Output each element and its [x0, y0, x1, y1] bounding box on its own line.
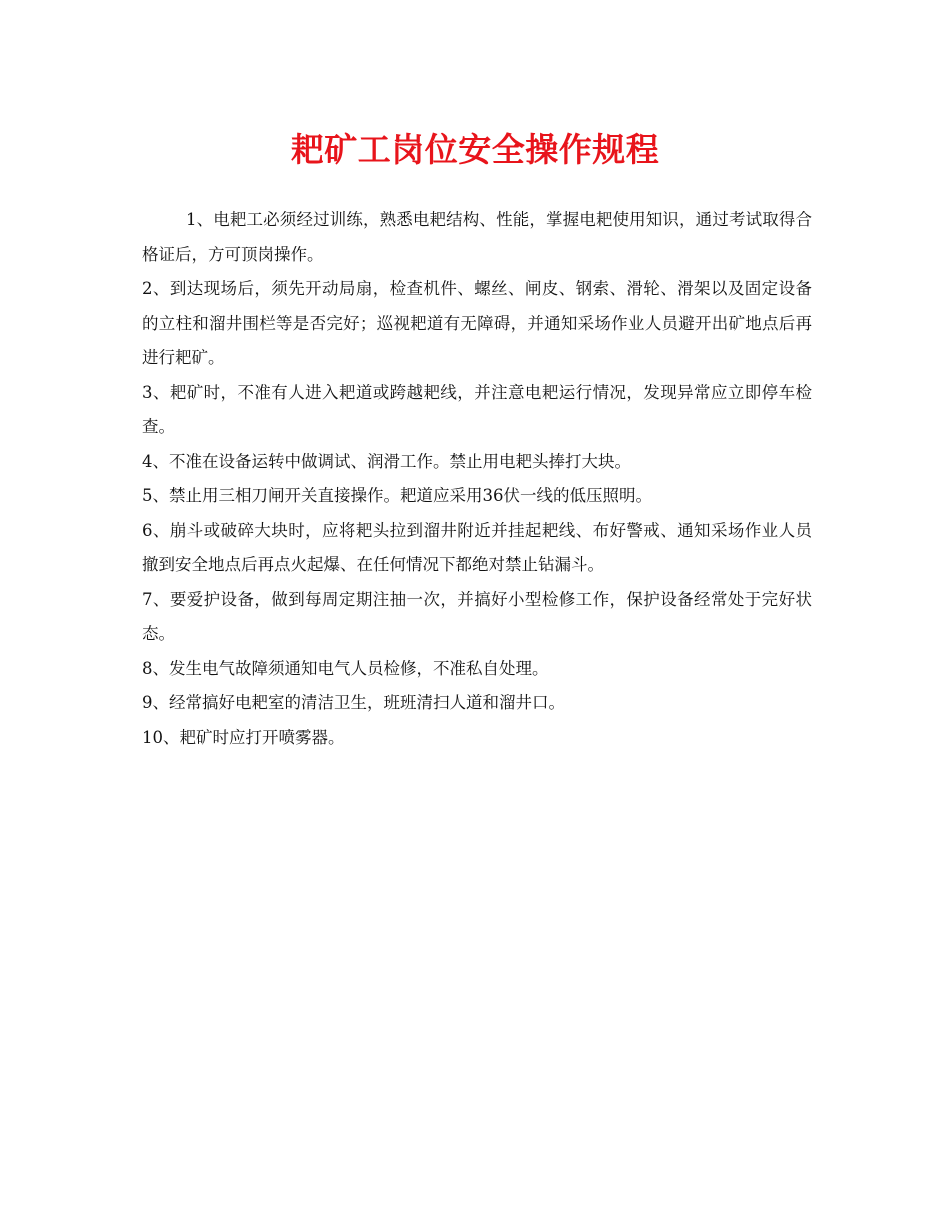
rule-paragraph-4: 4、不准在设备运转中做调试、润滑工作。禁止用电耙头捧打大块。 — [142, 451, 631, 471]
rule-paragraph-3: 3、耙矿时，不准有人进入耙道或跨越耙线，并注意电耙运行情况，发现异常应立即停车检查。 — [142, 382, 812, 436]
rule-paragraph-8: 8、发生电气故障须通知电气人员检修，不准私自处理。 — [142, 658, 549, 678]
rule-paragraph-6: 6、崩斗或破碎大块时，应将耙头拉到溜井附近并挂起耙线、布好警戒、通知采场作业人员撤到安全地点后再点火起爆、在任何情况下都绝对禁止钻漏斗。 — [142, 520, 812, 574]
document-body — [142, 203, 812, 755]
rule-paragraph-1: 1、电耙工必须经过训练，熟悉电耙结构、性能，掌握电耙使用知识，通过考试取得合格证后，方可顶岗操作。 — [142, 210, 812, 264]
rule-paragraph-7: 7、要爱护设备，做到每周定期注抽一次，并搞好小型检修工作，保护设备经常处于完好状态。 — [142, 589, 812, 643]
rule-paragraph-10: 10、耙矿时应打开喷雾器。 — [142, 727, 345, 747]
rule-paragraph-9: 9、经常搞好电耙室的清洁卫生，班班清扫人道和溜井口。 — [142, 693, 565, 712]
document-title: 耙矿工岗位安全操作规程 — [290, 130, 660, 169]
rule-paragraph-2: 2、到达现场后，须先开动局扇，检查机件、螺丝、闸皮、钢索、滑轮、滑架以及固定设备的立柱和溜井围栏等是否完好；巡视耙道有无障碍，并通知采场作业人员避开出矿地点后再进行耙矿。 — [142, 279, 812, 367]
rule-paragraph-5: 5、禁止用三相刀闸开关直接操作。耙道应采用36伏一线的低压照明。 — [142, 486, 652, 505]
